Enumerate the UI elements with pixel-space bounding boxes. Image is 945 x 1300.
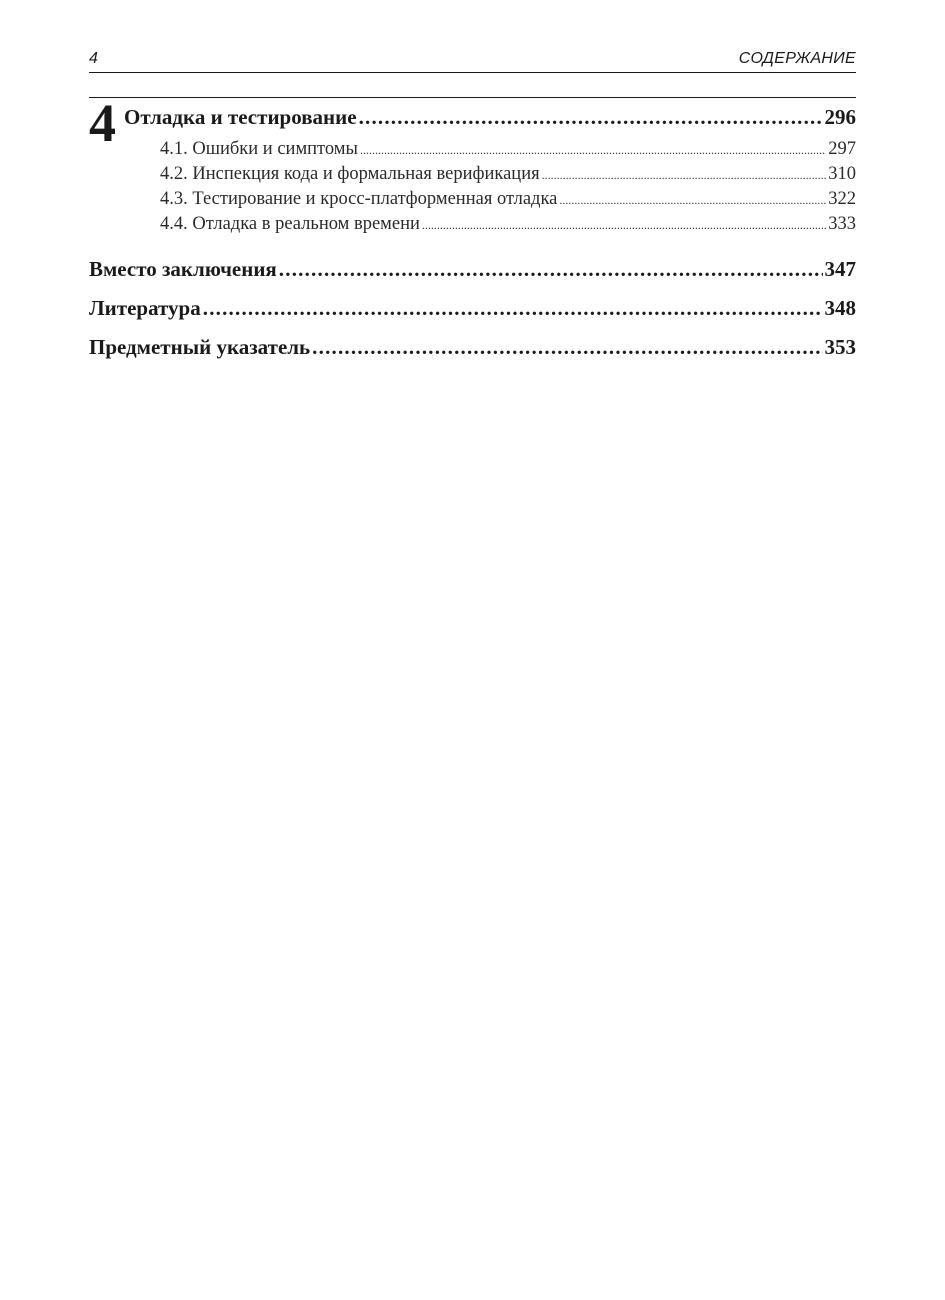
toc-entry-title: Отладка и тестирование — [124, 105, 357, 129]
dot-leader — [312, 335, 822, 360]
toc-entry-literature[interactable] — [89, 296, 856, 321]
toc-entry-section[interactable] — [160, 214, 856, 235]
dot-leader — [422, 218, 826, 233]
toc-entry-section[interactable] — [160, 164, 856, 185]
toc-entry-page: 322 — [828, 189, 856, 209]
toc-entry-page: 347 — [824, 257, 856, 281]
toc-entry-page: 297 — [828, 139, 856, 159]
dot-leader — [559, 193, 826, 208]
book-page — [89, 0, 856, 1300]
toc-entry-page: 348 — [824, 296, 856, 320]
toc-entry-page: 310 — [828, 164, 856, 184]
running-header — [89, 48, 856, 73]
toc-entry-title: 4.4. Отладка в реальном времени — [160, 214, 420, 234]
dot-leader — [203, 296, 823, 321]
dot-leader — [359, 105, 823, 130]
toc-entry-subject-index[interactable] — [89, 335, 856, 360]
toc-entry-title: Вместо заключения — [89, 257, 277, 281]
toc-entry-title: 4.3. Тестирование и кросс-платформенная отладка — [160, 189, 558, 209]
toc-entry-page: 296 — [824, 105, 856, 129]
toc-entry-page: 333 — [828, 214, 856, 234]
dot-leader — [279, 257, 823, 282]
chapter-divider — [89, 97, 856, 98]
running-section-title: СОДЕРЖАНИЕ — [738, 50, 856, 67]
toc-entry-conclusion[interactable] — [89, 257, 856, 282]
toc-entry-title: Предметный указатель — [89, 335, 311, 359]
toc-entry-chapter[interactable] — [124, 105, 856, 130]
chapter-number: 4 — [89, 93, 116, 153]
toc-entry-section[interactable] — [160, 189, 856, 210]
page-number: 4 — [89, 50, 98, 67]
toc-entry-title: 4.2. Инспекция кода и формальная верификация — [160, 164, 540, 184]
toc-entry-section[interactable] — [160, 139, 856, 160]
dot-leader — [360, 143, 826, 158]
dot-leader — [542, 168, 827, 183]
toc-entry-title: 4.1. Ошибки и симптомы — [160, 139, 358, 159]
toc-entry-page: 353 — [824, 335, 856, 359]
toc-entry-title: Литература — [89, 296, 201, 320]
